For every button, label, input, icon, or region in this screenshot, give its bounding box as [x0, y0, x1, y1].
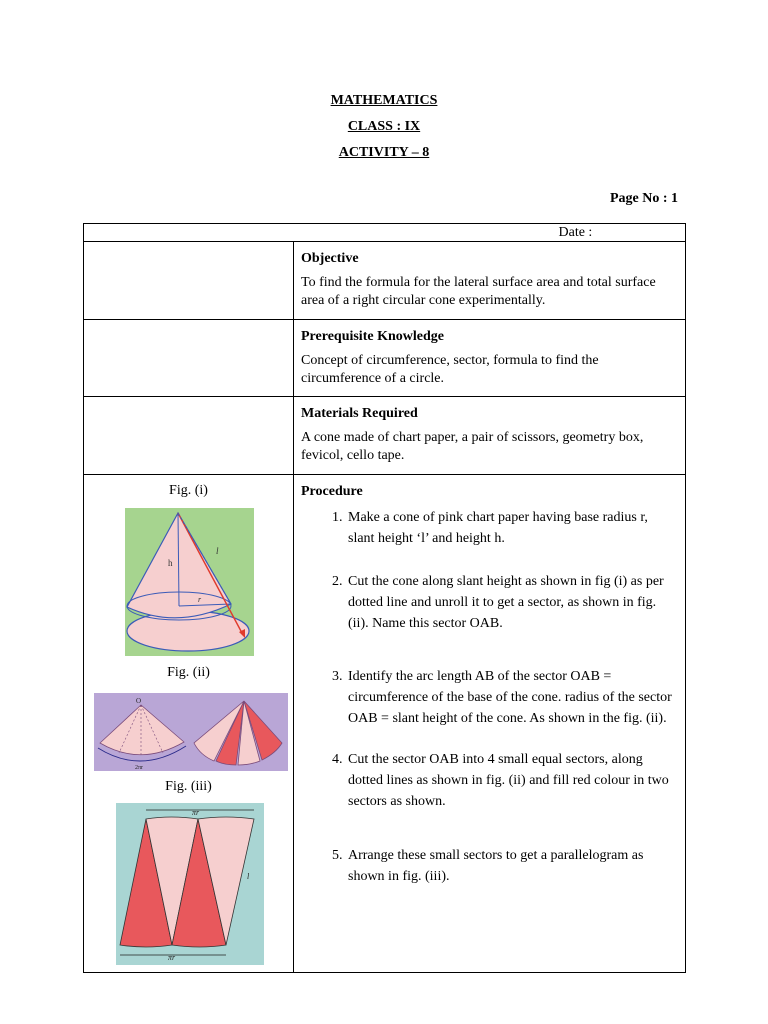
point-o-label: O — [136, 697, 142, 705]
activity-heading: ACTIVITY – 8 — [338, 145, 430, 160]
procedure-step: 2. Cut the cone along slant height as shown in fig (i) as per dotted line and unroll it to get a sector, as shown in fig. (ii). Name this sector OAB. — [346, 571, 677, 634]
date-label: Date : — [558, 224, 593, 240]
date-row — [84, 224, 686, 242]
objective-text: To find the formula for the lateral surface area and total surface area of a right circular cone experimentally. — [301, 275, 656, 308]
procedure-step: 3. Identify the arc length AB of the sector OAB = circumference of the base of the cone. radius of the sector OAB = slant height of the cone. As shown in the fig. (ii). — [346, 666, 677, 729]
cone-figure — [125, 508, 254, 656]
prerequisite-text: Concept of circumference, sector, formula to find the circumference of a circle. — [301, 353, 599, 386]
fig3-label: Fig. (iii) — [165, 779, 212, 794]
prerequisite-title: Prerequisite Knowledge — [301, 329, 444, 344]
materials-cell — [294, 397, 686, 475]
height-label: h — [168, 558, 173, 568]
objective-cell — [294, 242, 686, 320]
slant-label: l — [216, 546, 219, 556]
top-pi-r-label: πr — [192, 808, 200, 817]
bottom-pi-r-label: πr — [168, 953, 176, 962]
parallelogram-figure — [116, 803, 264, 965]
materials-text: A cone made of chart paper, a pair of scissors, geometry box, fevicol, cello tape. — [301, 430, 644, 463]
materials-title: Materials Required — [301, 406, 418, 421]
slant-side-label: l — [247, 872, 250, 881]
procedure-step: 1. Make a cone of pink chart paper having base radius r, slant height ‘l’ and height h. — [346, 507, 677, 549]
fig2-label: Fig. (ii) — [167, 665, 210, 680]
materials-left-cell — [84, 397, 294, 475]
page-number: Page No : 1 — [609, 191, 678, 206]
objective-title: Objective — [301, 251, 359, 266]
radius-label: r — [198, 595, 202, 604]
fig1-label: Fig. (i) — [169, 483, 208, 498]
subject-heading: MATHEMATICS — [330, 93, 438, 108]
prerequisite-cell — [294, 320, 686, 397]
objective-left-cell — [84, 242, 294, 320]
procedure-cell — [294, 475, 686, 973]
prerequisite-left-cell — [84, 320, 294, 397]
procedure-title: Procedure — [301, 484, 363, 499]
procedure-steps — [301, 507, 677, 887]
procedure-step: 5. Arrange these small sectors to get a parallelogram as shown in fig. (iii). — [346, 845, 677, 887]
class-heading: CLASS : IX — [347, 119, 421, 134]
arc-length-label: 2πr — [135, 765, 144, 771]
procedure-step: 4. Cut the sector OAB into 4 small equal sectors, along dotted lines as shown in fig. (ii) and fill red colour in two sectors as shown. — [346, 749, 677, 812]
sector-figure — [94, 693, 288, 771]
